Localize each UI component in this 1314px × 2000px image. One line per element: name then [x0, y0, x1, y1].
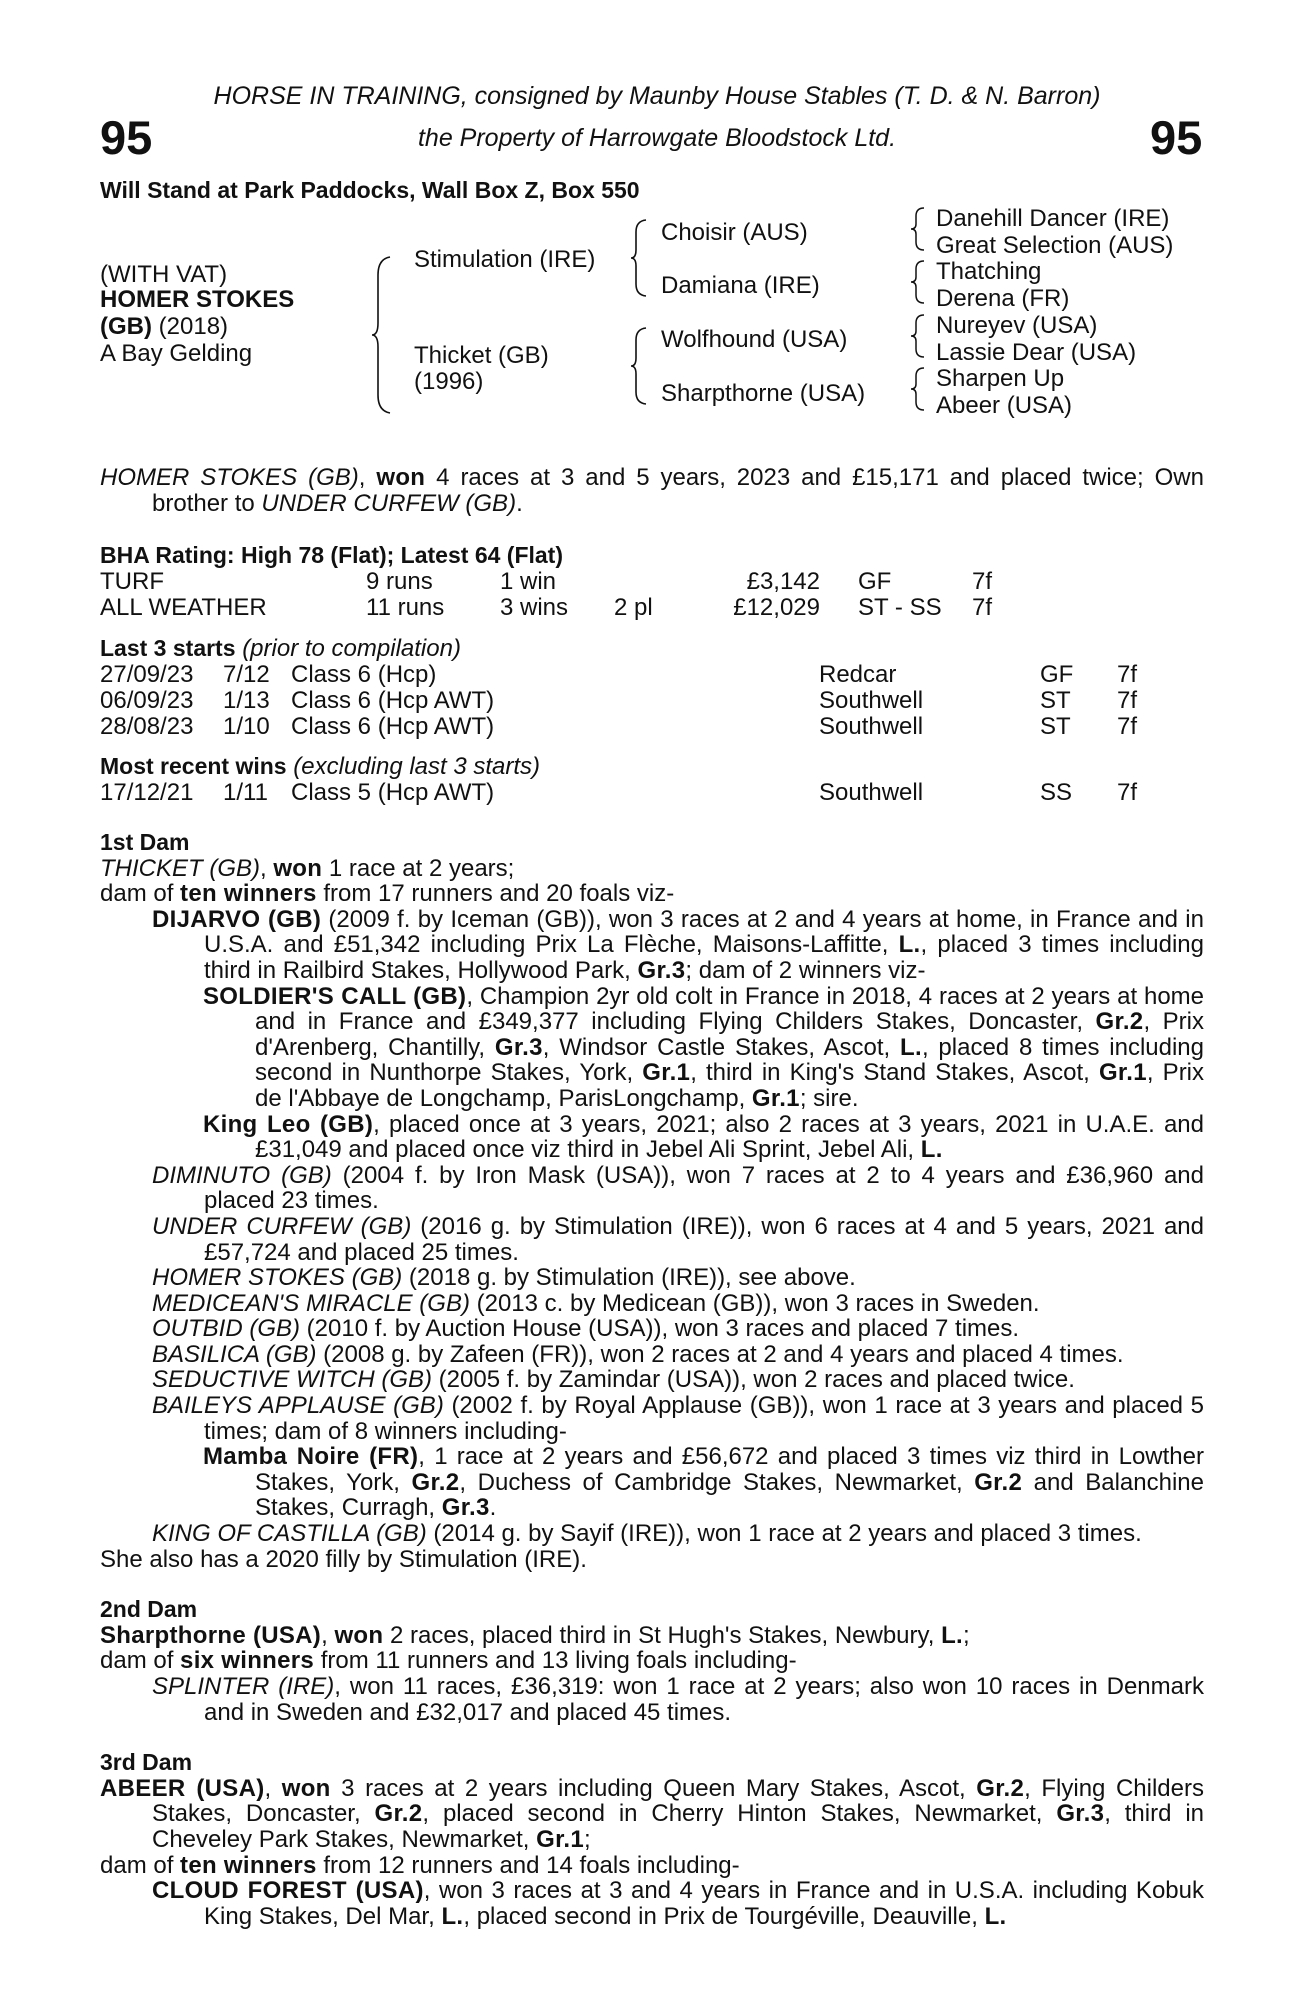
text: 2 races, placed third in St Hugh's Stakes, Newbury, — [383, 1621, 942, 1649]
pedigree-gen3-1: Danehill Dancer (IRE) — [936, 205, 1170, 232]
text: (2004 f. by Iron Mask (USA)), won 7 races at 2 to 4 years and £36,960 and placed 23 times. — [204, 1161, 1204, 1215]
property-line: the Property of Harrowgate Bloodstock Ltd. — [417, 124, 897, 152]
pedigree-gen3-5: Nureyev (USA) — [936, 312, 1098, 339]
start-going: ST — [1040, 687, 1071, 714]
produce-baileys-applause — [152, 1393, 1204, 1444]
produce-name: BASILICA (GB) — [152, 1340, 317, 1368]
start-date: 27/09/23 — [100, 661, 194, 688]
rating-surface: TURF — [100, 568, 164, 595]
pedigree-gen3-4: Derena (FR) — [936, 285, 1070, 312]
start-position: 1/10 — [223, 713, 270, 740]
pedigree-bracket-sharpthorne — [910, 366, 926, 412]
produce-name: SPLINTER (IRE) — [152, 1673, 335, 1700]
grade: L. — [984, 1902, 1007, 1930]
sep: , — [321, 1621, 335, 1649]
rating-prize: £12,029 — [733, 594, 820, 621]
text: (2013 c. by Medicean (GB)), won 3 races in Sweden. — [469, 1289, 1040, 1317]
pedigree-bracket-damiana — [910, 259, 926, 305]
start-class: Class 6 (Hcp AWT) — [291, 713, 495, 740]
produce-name: CLOUD FOREST (USA) — [152, 1877, 424, 1905]
start-date: 06/09/23 — [100, 687, 194, 714]
win-position: 1/11 — [223, 779, 268, 806]
pedigree-dam-year: (1996) — [414, 368, 484, 395]
text: , won 3 races at 3 and 4 years in France and in U.S.A. including Kobuk King Stakes, Del Mar, — [204, 1877, 1204, 1930]
text: from 17 runners and 20 foals viz- — [316, 880, 675, 908]
horse-name: HOMER STOKES — [100, 286, 295, 313]
produce-name: OUTBID (GB) — [152, 1315, 300, 1343]
produce-outbid — [152, 1316, 1204, 1342]
winners-count: ten winners — [180, 1851, 317, 1879]
lot-number-right: 95 — [1150, 111, 1203, 164]
text: ; — [584, 1825, 591, 1853]
won-label: won — [281, 1774, 331, 1802]
rating-surface: ALL WEATHER — [100, 594, 267, 621]
text: , placed 8 times including second in Nunthorpe Stakes, York, — [255, 1033, 1205, 1087]
text: , placed second in Cherry Hinton Stakes, Newmarket, — [422, 1800, 1057, 1828]
grade: Gr.3 — [494, 1033, 543, 1061]
pedigree-gen3-8: Abeer (USA) — [936, 392, 1073, 419]
pedigree-sire-sire: Choisir (AUS) — [661, 219, 808, 246]
third-dam-produce — [100, 1853, 1204, 1879]
text: from 12 runners and 14 foals including- — [316, 1851, 740, 1879]
last3-note: (prior to compilation) — [242, 635, 461, 662]
text: , placed once at 3 years, 2021; also 2 races at 3 years, 2021 in U.A.E. and £31,049 and placed once viz third in Jebel Ali Sprint, Jebel Ali, — [255, 1110, 1204, 1164]
text: , Champion 2yr old colt in France in 2018, 4 races at 2 years at home and in France and £349,377 including Flying Childers Stakes, Doncaster, — [255, 982, 1205, 1036]
start-date: 28/08/23 — [100, 713, 194, 740]
last3-heading — [100, 635, 461, 663]
produce-name: Mamba Noire (FR) — [203, 1443, 419, 1471]
start-going: GF — [1040, 661, 1074, 688]
text: (2005 f. by Zamindar (USA)), won 2 races and placed twice. — [432, 1366, 1075, 1394]
pedigree-gen3-2: Great Selection (AUS) — [936, 232, 1174, 259]
rating-placed: 2 pl — [614, 594, 653, 621]
pedigree-bracket-sire — [630, 218, 648, 298]
pedigree-sire: Stimulation (IRE) — [414, 246, 596, 273]
text: (2008 g. by Zafeen (FR)), won 2 races at 2 and 4 years and placed 4 times. — [316, 1340, 1124, 1368]
winners-count: ten winners — [180, 880, 317, 908]
pedigree-dam-dam: Sharpthorne (USA) — [661, 380, 866, 407]
last3-title: Last 3 starts — [100, 635, 236, 661]
start-course: Redcar — [819, 661, 897, 688]
rating-distance: 7f — [972, 594, 993, 621]
text: ; sire. — [799, 1084, 859, 1112]
text: , won 11 races, £36,319: won 1 race at 2 years; also won 10 races in Denmark and in Sweden and £32,017 and placed 45 times. — [204, 1673, 1204, 1726]
produce-dijarvo — [152, 907, 1204, 984]
grade: Gr.2 — [374, 1800, 423, 1828]
text: (2010 f. by Auction House (USA)), won 3 races and placed 7 times. — [300, 1315, 1020, 1343]
grade: L. — [898, 931, 921, 959]
first-dam-title: 1st Dam — [100, 829, 190, 855]
summary-brother: UNDER CURFEW (GB) — [261, 489, 517, 517]
second-dam-produce — [100, 1648, 1204, 1674]
text: , placed second in Prix de Tourgéville, Deauville, — [463, 1902, 985, 1930]
lot-number-left: 95 — [100, 111, 153, 164]
produce-name: King Leo (GB) — [203, 1110, 374, 1138]
produce-diminuto — [152, 1163, 1204, 1214]
grade: L. — [900, 1033, 922, 1061]
text: from 11 runners and 13 living foals including- — [314, 1647, 797, 1675]
recent-wins-heading — [100, 753, 540, 781]
won-label: won — [334, 1621, 384, 1649]
grade: Gr.1 — [751, 1084, 800, 1112]
produce-name: DIJARVO (GB) — [152, 905, 322, 933]
grade: Gr.2 — [974, 1468, 1023, 1496]
horse-year: (2018) — [158, 313, 229, 340]
horse-origin-year — [100, 313, 228, 341]
text: , Prix d'Arenberg, Chantilly, — [255, 1008, 1204, 1061]
produce-mediceans-miracle — [152, 1291, 1204, 1317]
win-distance: 7f — [1117, 779, 1138, 806]
text: (2009 f. by Iceman (GB)), won 3 races at 2 and 4 years at home, in France and in U.S.A. and £51,342 including Prix La Flèche, Maisons-Laffitte, — [204, 905, 1204, 959]
pedigree-bracket-dam — [630, 326, 648, 406]
win-date: 17/12/21 — [100, 779, 194, 806]
text: , Duchess of Cambridge Stakes, Newmarket, — [459, 1468, 975, 1496]
horse-country: (GB) — [100, 313, 152, 340]
text: , Flying Childers Stakes, Doncaster, — [152, 1774, 1204, 1828]
grade: Gr.3 — [1056, 1800, 1105, 1828]
text: (2014 g. by Sayif (IRE)), won 1 race at 2 years and placed 3 times. — [426, 1520, 1142, 1548]
text: dam of — [100, 1851, 181, 1879]
produce-name: DIMINUTO (GB) — [152, 1161, 332, 1189]
text: (2016 g. by Stimulation (IRE)), won 6 races at 4 and 5 years, 2021 and £57,724 and placed 25 times. — [204, 1212, 1204, 1266]
produce-name: BAILEYS APPLAUSE (GB) — [152, 1392, 444, 1420]
grade: Gr.1 — [536, 1825, 585, 1853]
grade: L. — [920, 1136, 943, 1164]
text: , 1 race at 2 years and £56,672 and placed 3 times viz third in Lowther Stakes, York, — [255, 1443, 1204, 1496]
produce-name: MEDICEAN'S MIRACLE (GB) — [152, 1289, 470, 1317]
grade: Gr.3 — [441, 1494, 490, 1522]
start-position: 1/13 — [223, 687, 270, 714]
pedigree-bracket-wolfhound — [910, 313, 926, 359]
dam-name: ABEER (USA) — [100, 1774, 265, 1802]
vat-note: (WITH VAT) — [100, 261, 228, 288]
first-dam-produce — [100, 881, 1204, 907]
produce-cloud-forest — [152, 1878, 1204, 1929]
second-dam-title: 2nd Dam — [100, 1596, 198, 1623]
filly-note: She also has a 2020 filly by Stimulation (IRE). — [100, 1545, 587, 1573]
grade: Gr.3 — [637, 956, 686, 984]
produce-splinter — [152, 1674, 1204, 1725]
pedigree-dam-sire: Wolfhound (USA) — [661, 326, 848, 353]
start-distance: 7f — [1117, 713, 1138, 740]
pedigree-bracket-gen1 — [370, 255, 392, 415]
text: , placed 3 times including third in Railbird Stakes, Hollywood Park, — [204, 931, 1204, 984]
pedigree-sire-dam: Damiana (IRE) — [661, 272, 820, 299]
race-summary: HOMER STOKES (GB), won 4 races at 3 and 5 years, 2023 and £15,171 and placed twice; Own brother to UNDER CURFEW (GB). — [100, 464, 1204, 517]
dam-name: Sharpthorne (USA) — [100, 1621, 322, 1649]
produce-name: KING OF CASTILLA (GB) — [152, 1520, 427, 1548]
text: , third in Cheveley Park Stakes, Newmarket, — [152, 1800, 1204, 1853]
summary-end: . — [516, 489, 523, 517]
dam-name: THICKET (GB) — [100, 854, 260, 882]
pedigree-gen3-7: Sharpen Up — [936, 365, 1065, 392]
rating-runs: 9 runs — [366, 568, 433, 595]
grade: Gr.2 — [1095, 1008, 1144, 1036]
win-class: Class 5 (Hcp AWT) — [291, 779, 495, 806]
start-distance: 7f — [1117, 687, 1138, 714]
grade: L. — [441, 1902, 464, 1930]
produce-name: SOLDIER'S CALL (GB) — [203, 982, 467, 1010]
dam-record: 1 race at 2 years; — [322, 854, 515, 882]
start-distance: 7f — [1117, 661, 1138, 688]
pedigree-gen3-3: Thatching — [936, 258, 1042, 285]
grade: Gr.2 — [411, 1468, 460, 1496]
rating-prize: £3,142 — [746, 568, 820, 595]
rating-runs: 11 runs — [366, 594, 445, 621]
produce-name: HOMER STOKES (GB) — [152, 1264, 403, 1292]
first-dam-intro — [100, 856, 1204, 882]
text: , Windsor Castle Stakes, Ascot, — [542, 1033, 900, 1061]
horse-description: A Bay Gelding — [100, 340, 253, 367]
produce-soldiers-call — [203, 984, 1204, 1112]
produce-seductive-witch — [152, 1367, 1204, 1393]
third-dam-intro — [100, 1776, 1204, 1853]
produce-homer-stokes — [152, 1265, 1204, 1291]
pedigree-gen3-6: Lassie Dear (USA) — [936, 339, 1137, 366]
sep: , — [264, 1774, 282, 1802]
winners-count: six winners — [180, 1647, 315, 1675]
grade: L. — [941, 1621, 964, 1649]
summary-won: won — [376, 464, 426, 491]
first-dam-section — [100, 830, 1204, 1929]
produce-name: UNDER CURFEW (GB) — [152, 1212, 412, 1240]
text: ; dam of 2 winners viz- — [685, 956, 926, 984]
pedigree-dam: Thicket (GB) — [414, 342, 549, 369]
text: , Prix de l'Abbaye de Longchamp, ParisLongchamp, — [255, 1059, 1205, 1112]
start-course: Southwell — [819, 713, 924, 740]
rating-wins: 1 win — [500, 568, 557, 595]
start-going: ST — [1040, 713, 1071, 740]
text: , third in King's Stand Stakes, Ascot, — [690, 1059, 1099, 1087]
text: (2018 g. by Stimulation (IRE)), see above. — [402, 1264, 856, 1292]
grade: Gr.1 — [1098, 1059, 1147, 1087]
sep: , — [260, 854, 274, 882]
produce-king-leo — [203, 1112, 1204, 1163]
summary-text: 4 races at 3 and 5 years, 2023 and £15,171 and placed twice; Own brother to — [152, 464, 1204, 517]
start-class: Class 6 (Hcp) — [291, 661, 437, 688]
produce-name: SEDUCTIVE WITCH (GB) — [152, 1366, 432, 1394]
third-dam-title: 3rd Dam — [100, 1749, 193, 1776]
grade: Gr.1 — [642, 1059, 691, 1087]
won-label: won — [273, 854, 323, 882]
rating-distance: 7f — [972, 568, 993, 595]
rating-wins: 3 wins — [500, 594, 569, 621]
win-course: Southwell — [819, 779, 924, 806]
produce-king-of-castilla — [152, 1521, 1204, 1547]
text: (2002 f. by Royal Applause (GB)), won 1 race at 3 years and placed 5 times; dam of 8 winners including- — [204, 1392, 1204, 1445]
text: 3 races at 2 years including Queen Mary Stakes, Ascot, — [330, 1774, 977, 1802]
text: ; — [963, 1621, 970, 1649]
produce-mamba-noire — [203, 1444, 1204, 1521]
start-course: Southwell — [819, 687, 924, 714]
summary-horse-name: HOMER STOKES (GB) — [100, 464, 359, 491]
text: and Balanchine Stakes, Curragh, — [255, 1468, 1204, 1522]
recent-wins-title: Most recent wins — [100, 753, 287, 779]
produce-basilica — [152, 1342, 1204, 1368]
recent-wins-note: (excluding last 3 starts) — [293, 753, 541, 780]
rating-going: GF — [858, 568, 892, 595]
rating-going: ST - SS — [858, 594, 942, 621]
bha-rating-title: BHA Rating: High 78 (Flat); Latest 64 (Flat) — [100, 542, 563, 568]
pedigree-bracket-choisir — [910, 206, 926, 252]
stand-location: Will Stand at Park Paddocks, Wall Box Z, Box 550 — [100, 177, 640, 203]
start-class: Class 6 (Hcp AWT) — [291, 687, 495, 714]
start-position: 7/12 — [223, 661, 270, 688]
text: dam of — [100, 1647, 181, 1675]
second-dam-intro — [100, 1623, 1204, 1649]
win-going: SS — [1040, 779, 1073, 806]
text: . — [489, 1494, 497, 1522]
text: dam of — [100, 880, 181, 908]
produce-under-curfew — [152, 1214, 1204, 1265]
consignor-line: HORSE IN TRAINING, consigned by Maunby House Stables (T. D. & N. Barron) — [213, 82, 1101, 110]
grade: Gr.2 — [976, 1774, 1025, 1802]
